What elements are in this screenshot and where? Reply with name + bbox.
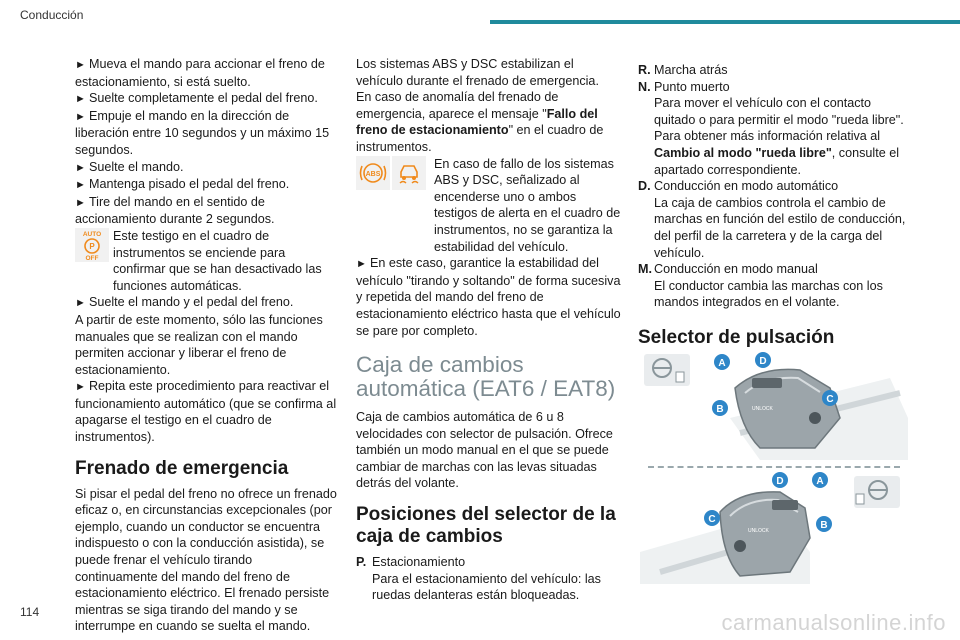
svg-text:ABS: ABS [365, 170, 381, 178]
heading-gearbox: Caja de cambios automática (EAT6 / EAT8) [356, 352, 616, 402]
footer-watermark: carmanualsonline.info [721, 610, 946, 635]
position-title: Punto muerto [654, 79, 730, 94]
paragraph: A partir de este momento, sólo las funciones manuales que se realizan con el mando permiten accionar y liberar el freno de estacionamiento. [75, 312, 323, 377]
position-title: Conducción en modo automático [654, 179, 839, 194]
callout-b [712, 400, 728, 416]
position-letter: D. [638, 179, 651, 194]
unlock-button-label: UNLOCK [752, 406, 773, 412]
text-part: , consulte el apartado correspondiente. [654, 145, 900, 177]
callout-c [822, 390, 838, 406]
step: ► Suelte completamente el pedal del freno. [75, 90, 337, 108]
gear-selector-illustration-lhd [640, 348, 908, 460]
header-accent-bar [490, 20, 960, 24]
position-letter: R. [638, 63, 651, 77]
column-1 [75, 56, 337, 635]
position-title: Estacionamiento [372, 555, 466, 570]
section-title: Conducción [20, 8, 84, 22]
step: ► Mueva el mando para accionar el freno de estacionamiento, si está suelto. [75, 56, 337, 90]
illustration-divider [648, 466, 900, 468]
heading-emergency-braking: Frenado de emergencia [75, 457, 289, 479]
callout-a [812, 472, 828, 488]
svg-text:B: B [820, 520, 828, 531]
svg-text:A: A [718, 358, 726, 369]
svg-text:D: D [759, 356, 767, 367]
dsc-warning-icon [392, 156, 426, 190]
step: ► Tire del mando en el sentido de accionamiento durante 2 segundos. [75, 194, 337, 228]
callout-b [816, 516, 832, 532]
position-desc: Para el estacionamiento del vehículo: las ruedas delanteras están bloqueadas. [372, 571, 601, 603]
paragraph: Caja de cambios automática de 6 u 8 velocidades con selector de pulsación. Ofrece también un modo manual en el que se puede cambiar de marchas con las levas situadas detrás del volante. [356, 410, 613, 491]
position-desc: El conductor cambia las marchas con los mandos integrados en el volante. [654, 278, 883, 310]
position-desc: La caja de cambios controla el cambio de marchas en función del estilo de conducción, del perfil de la carretera y de la carga del vehículo. [654, 195, 906, 260]
fault-message: Fallo del freno de estacionamiento [356, 106, 598, 138]
position-p [356, 554, 622, 604]
position-letter: P. [356, 555, 367, 570]
abs-warning-icon [356, 156, 390, 190]
step: ► Suelte el mando y el pedal del freno. [75, 294, 337, 312]
step: ► Repita este procedimiento para reactivar el funcionamiento automático (que se confirma al apagarse el testigo en el cuadro de instrumentos). [75, 378, 337, 445]
column-3 [638, 62, 908, 355]
position-m [638, 261, 908, 311]
svg-text:A: A [816, 476, 824, 487]
text-part: " en el cuadro de instrumentos. [356, 123, 604, 154]
svg-text:C: C [708, 514, 716, 525]
position-d [638, 178, 908, 261]
text-part: En caso de anomalía del frenado de emergencia, aparece el mensaje " [356, 90, 559, 121]
step: ► Mantenga pisado el pedal del freno. [75, 176, 337, 194]
steering-wheel-badge-icon [854, 476, 900, 508]
cross-reference: Cambio al modo "rueda libre" [654, 145, 832, 160]
position-title: Conducción en modo manual [654, 262, 818, 277]
callout-d [772, 472, 788, 488]
position-letter: N. [638, 79, 651, 94]
position-desc [654, 128, 908, 178]
unlock-button-label: UNLOCK [748, 528, 769, 534]
paragraph: Los sistemas ABS y DSC estabilizan el vehículo durante el frenado de emergencia. [356, 57, 599, 88]
page-number: 114 [20, 605, 40, 619]
position-desc: Para mover el vehículo con el contacto quitado o para permitir el modo "rueda libre". [654, 96, 904, 127]
callout-c [704, 510, 720, 526]
gear-selector-illustration-rhd [640, 472, 908, 584]
position-n [638, 79, 908, 179]
svg-text:B: B [716, 404, 724, 415]
abs-dsc-text: En caso de fallo de los sistemas ABS y DSC, señalizado al encenderse uno o ambos testigos de alerta en el cuadro de instrumentos, no se garantiza la estabilidad del vehículo. [434, 156, 621, 254]
callout-d [755, 352, 771, 368]
warning-row [75, 228, 337, 294]
svg-text:C: C [826, 394, 834, 405]
heading-selector-positions: Posiciones del selector de la caja de cambios [356, 504, 616, 548]
heading-push-selector: Selector de pulsación [638, 326, 835, 348]
text-part: Para obtener más información relativa al [654, 129, 881, 144]
paragraph: Si pisar el pedal del freno no ofrece un frenado eficaz o, en circunstancias excepcionales (por ejemplo, cuando un conductor se encuentra indispuesto o con la conducción asistida), se puede frenar el vehículo tirando continuamente del mando del freno de estacionamiento eléctrico. El frenado persiste mientras se siga tirando del mando y se interrumpe en cuando se suelta el mando. [75, 486, 337, 634]
auto-off-parking-brake-icon [75, 228, 109, 262]
callout-a [714, 354, 730, 370]
step: ► Empuje el mando en la dirección de liberación entre 10 segundos y un máximo 15 segundos. [75, 108, 337, 159]
position-title: Marcha atrás [654, 63, 728, 77]
paragraph [356, 89, 622, 155]
warning-text: Este testigo en el cuadro de instrumentos se enciende para confirmar que se han desactivado las funciones automáticas. [113, 228, 322, 293]
svg-text:P: P [89, 241, 95, 251]
svg-text:AUTO: AUTO [82, 230, 102, 238]
position-letter: M. [638, 262, 652, 277]
svg-text:D: D [776, 476, 784, 487]
abs-dsc-row [356, 156, 622, 256]
steering-wheel-badge-icon [644, 354, 690, 386]
column-2 [356, 56, 622, 604]
step: ► Suelte el mando. [75, 159, 337, 177]
step: ► En este caso, garantice la estabilidad del vehículo "tirando y soltando" de forma sucesiva y repetida del mando del freno de estacionamiento eléctrico hasta que el vehículo se pare por completo. [356, 255, 622, 339]
position-r [638, 62, 908, 79]
svg-text:OFF: OFF [85, 254, 99, 262]
